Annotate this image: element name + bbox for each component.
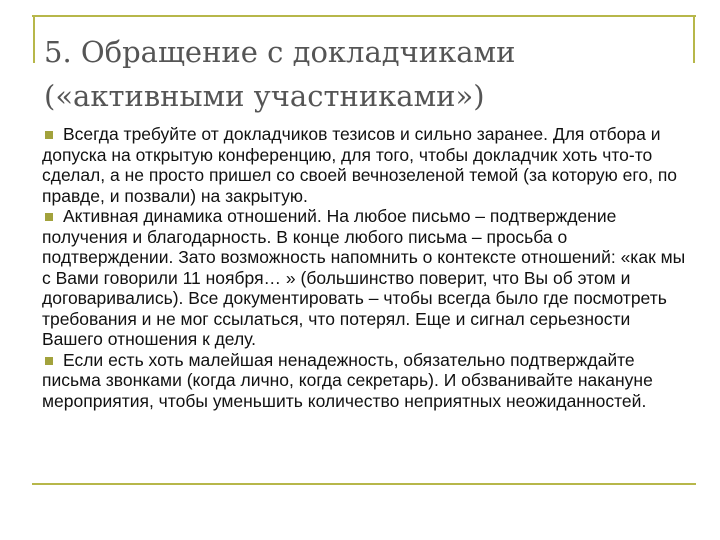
frame-line-right <box>693 15 695 63</box>
square-bullet-icon <box>45 213 53 221</box>
title-line-2: («активными участниками») <box>44 79 485 113</box>
bullet-text-2: Активная динамика отношений. На любое письмо – подтверждение получения и благодарность. В конце любого письма – просьба о подтверждении. Зато возможность напомнить о контексте отношений: «как мы с Вами говорили 11 ноября… » (большинство поверит, что Вы об этом и договаривались). Все документировать – чтобы всегда было где посмотреть требования и не мог ссылаться, что потерял. Еще и сигнал серьезности Вашего отношения к делу. <box>42 206 686 349</box>
frame-line-top <box>32 15 696 17</box>
slide-title <box>44 30 684 118</box>
bullet-item-1 <box>42 124 687 206</box>
frame-line-bottom <box>32 483 696 485</box>
frame-line-left <box>33 15 35 63</box>
bullet-text-1: Всегда требуйте от докладчиков тезисов и сильно заранее. Для отбора и допуска на открытую конференцию, для того, чтобы докладчик хоть что-то сделал, а не просто пришел со своей вечнозеленой темой (за которую его, по правде, и позвали) на закрытую. <box>42 124 678 206</box>
square-bullet-icon <box>45 357 53 365</box>
bullet-text-3: Если есть хоть малейшая ненадежность, обязательно подтверждайте письма звонками (когда лично, когда секретарь). И обзванивайте накануне мероприятия, чтобы уменьшить количество неприятных неожиданностей. <box>42 349 653 411</box>
slide-body <box>42 124 687 411</box>
square-bullet-icon <box>45 131 53 139</box>
bullet-item-3 <box>42 350 687 412</box>
title-line-1: 5. Обращение с докладчиками <box>44 35 516 69</box>
bullet-item-2 <box>42 206 687 350</box>
